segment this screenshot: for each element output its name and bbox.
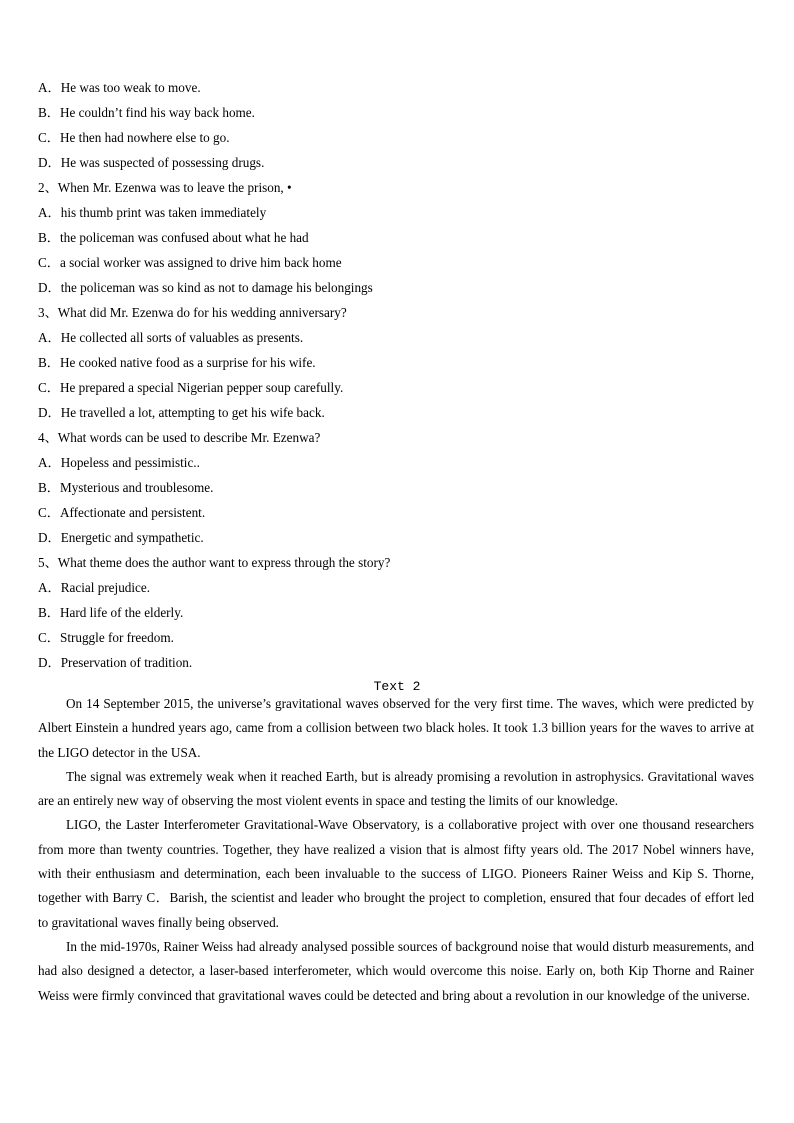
q4-option-c	[38, 500, 758, 525]
question-text: What words can be used to describe Mr. Ezenwa?	[57, 430, 321, 445]
option-label: D．	[38, 280, 61, 295]
option-text: He was too weak to move.	[60, 80, 201, 95]
option-text: He travelled a lot, attempting to get his wife back.	[60, 405, 325, 420]
question-5-stem	[38, 550, 758, 575]
question-text: What did Mr. Ezenwa do for his wedding anniversary?	[57, 305, 347, 320]
option-text: He was suspected of possessing drugs.	[60, 155, 265, 170]
option-label: B．	[38, 605, 60, 620]
question-number: 3、	[38, 305, 58, 320]
q4-option-d	[38, 525, 758, 550]
q1-option-c	[38, 125, 758, 150]
option-label: A．	[38, 80, 61, 95]
question-text: When Mr. Ezenwa was to leave the prison, •	[57, 180, 292, 195]
question-number: 2、	[38, 180, 58, 195]
q5-option-c	[38, 625, 758, 650]
option-label: D．	[38, 155, 61, 170]
option-text: He collected all sorts of valuables as presents.	[60, 330, 304, 345]
q5-option-b	[38, 600, 758, 625]
option-label: D．	[38, 530, 61, 545]
option-label: A．	[38, 455, 61, 470]
q5-option-a	[38, 575, 758, 600]
option-label: A．	[38, 580, 61, 595]
option-text: Racial prejudice.	[60, 580, 151, 595]
q3-option-a	[38, 325, 758, 350]
option-text: He couldn’t find his way back home.	[59, 105, 255, 120]
question-3-stem	[38, 300, 758, 325]
option-text: the policeman was confused about what he had	[59, 230, 309, 245]
option-text: Hard life of the elderly.	[59, 605, 184, 620]
option-label: C．	[38, 255, 60, 270]
option-label: D．	[38, 655, 61, 670]
option-text: Struggle for freedom.	[59, 630, 174, 645]
question-4-stem	[38, 425, 758, 450]
option-label: C．	[38, 505, 60, 520]
q1-option-a	[38, 75, 758, 100]
option-label: B．	[38, 230, 60, 245]
option-label: B．	[38, 480, 60, 495]
option-text: a social worker was assigned to drive him back home	[59, 255, 342, 270]
q4-option-b	[38, 475, 758, 500]
passage-paragraph-1: On 14 September 2015, the universe’s gravitational waves observed for the very first time. The waves, which were predicted by Albert Einstein a hundred years ago, came from a collision between two black holes. It took 1.3 billion years for the waves to arrive at the LIGO detector in the USA.	[38, 696, 754, 760]
passage-paragraph-2: The signal was extremely weak when it reached Earth, but is already promising a revolution in astrophysics. Gravitational waves are an entirely new way of observing the most violent events in space and testing the limits of our knowledge.	[38, 768, 754, 809]
q1-option-b	[38, 100, 758, 125]
q4-option-a	[38, 450, 758, 475]
option-text: Hopeless and pessimistic..	[60, 455, 200, 470]
question-number: 5、	[38, 555, 58, 570]
option-label: C．	[38, 130, 60, 145]
q2-option-b	[38, 225, 758, 250]
option-text: Mysterious and troublesome.	[59, 480, 214, 495]
option-text: the policeman was so kind as not to damage his belongings	[60, 280, 373, 295]
option-label: B．	[38, 355, 60, 370]
option-text: He cooked native food as a surprise for his wife.	[59, 355, 316, 370]
question-number: 4、	[38, 430, 58, 445]
q1-option-d	[38, 150, 758, 175]
option-text: He prepared a special Nigerian pepper soup carefully.	[59, 380, 344, 395]
passage-paragraph-3: LIGO, the Laster Interferometer Gravitational-Wave Observatory, is a collaborative project with over one thousand researchers from more than twenty countries. Together, they have realized a vision that is almost fifty years old. The 2017 Nobel winners have, with their enthusiasm and determination, each been invaluable to the success of LIGO. Pioneers Rainer Weiss and Kip S. Thorne, together with Barry C．Barish, the scientist and leader who brought the project to completion, ensured that four decades of effort led to gravitational waves finally being observed.	[38, 817, 754, 930]
q3-option-b	[38, 350, 758, 375]
q2-option-d	[38, 275, 758, 300]
option-text: Preservation of tradition.	[60, 655, 193, 670]
question-text: What theme does the author want to express through the story?	[57, 555, 391, 570]
option-text: Energetic and sympathetic.	[60, 530, 204, 545]
question-options-block	[38, 75, 758, 675]
question-2-stem	[38, 175, 758, 200]
text-2-passage	[38, 692, 754, 1008]
q2-option-c	[38, 250, 758, 275]
option-label: C．	[38, 380, 60, 395]
q3-option-d	[38, 400, 758, 425]
q5-option-d	[38, 650, 758, 675]
q3-option-c	[38, 375, 758, 400]
option-text: Affectionate and persistent.	[59, 505, 206, 520]
option-label: A．	[38, 205, 61, 220]
q2-option-a	[38, 200, 758, 225]
option-label: A．	[38, 330, 61, 345]
section-title-text-2: Text 2	[373, 679, 421, 694]
passage-paragraph-4: In the mid-1970s, Rainer Weiss had already analysed possible sources of background noise that would disturb measurements, and had also designed a detector, a laser-based interferometer, which would overcome this noise. Early on, both Kip Thorne and Rainer Weiss were firmly convinced that gravitational waves could be detected and bring about a revolution in our knowledge of the universe.	[38, 938, 754, 1003]
option-label: D．	[38, 405, 61, 420]
option-text: his thumb print was taken immediately	[60, 205, 267, 220]
option-label: C．	[38, 630, 60, 645]
option-text: He then had nowhere else to go.	[59, 130, 230, 145]
option-label: B．	[38, 105, 60, 120]
